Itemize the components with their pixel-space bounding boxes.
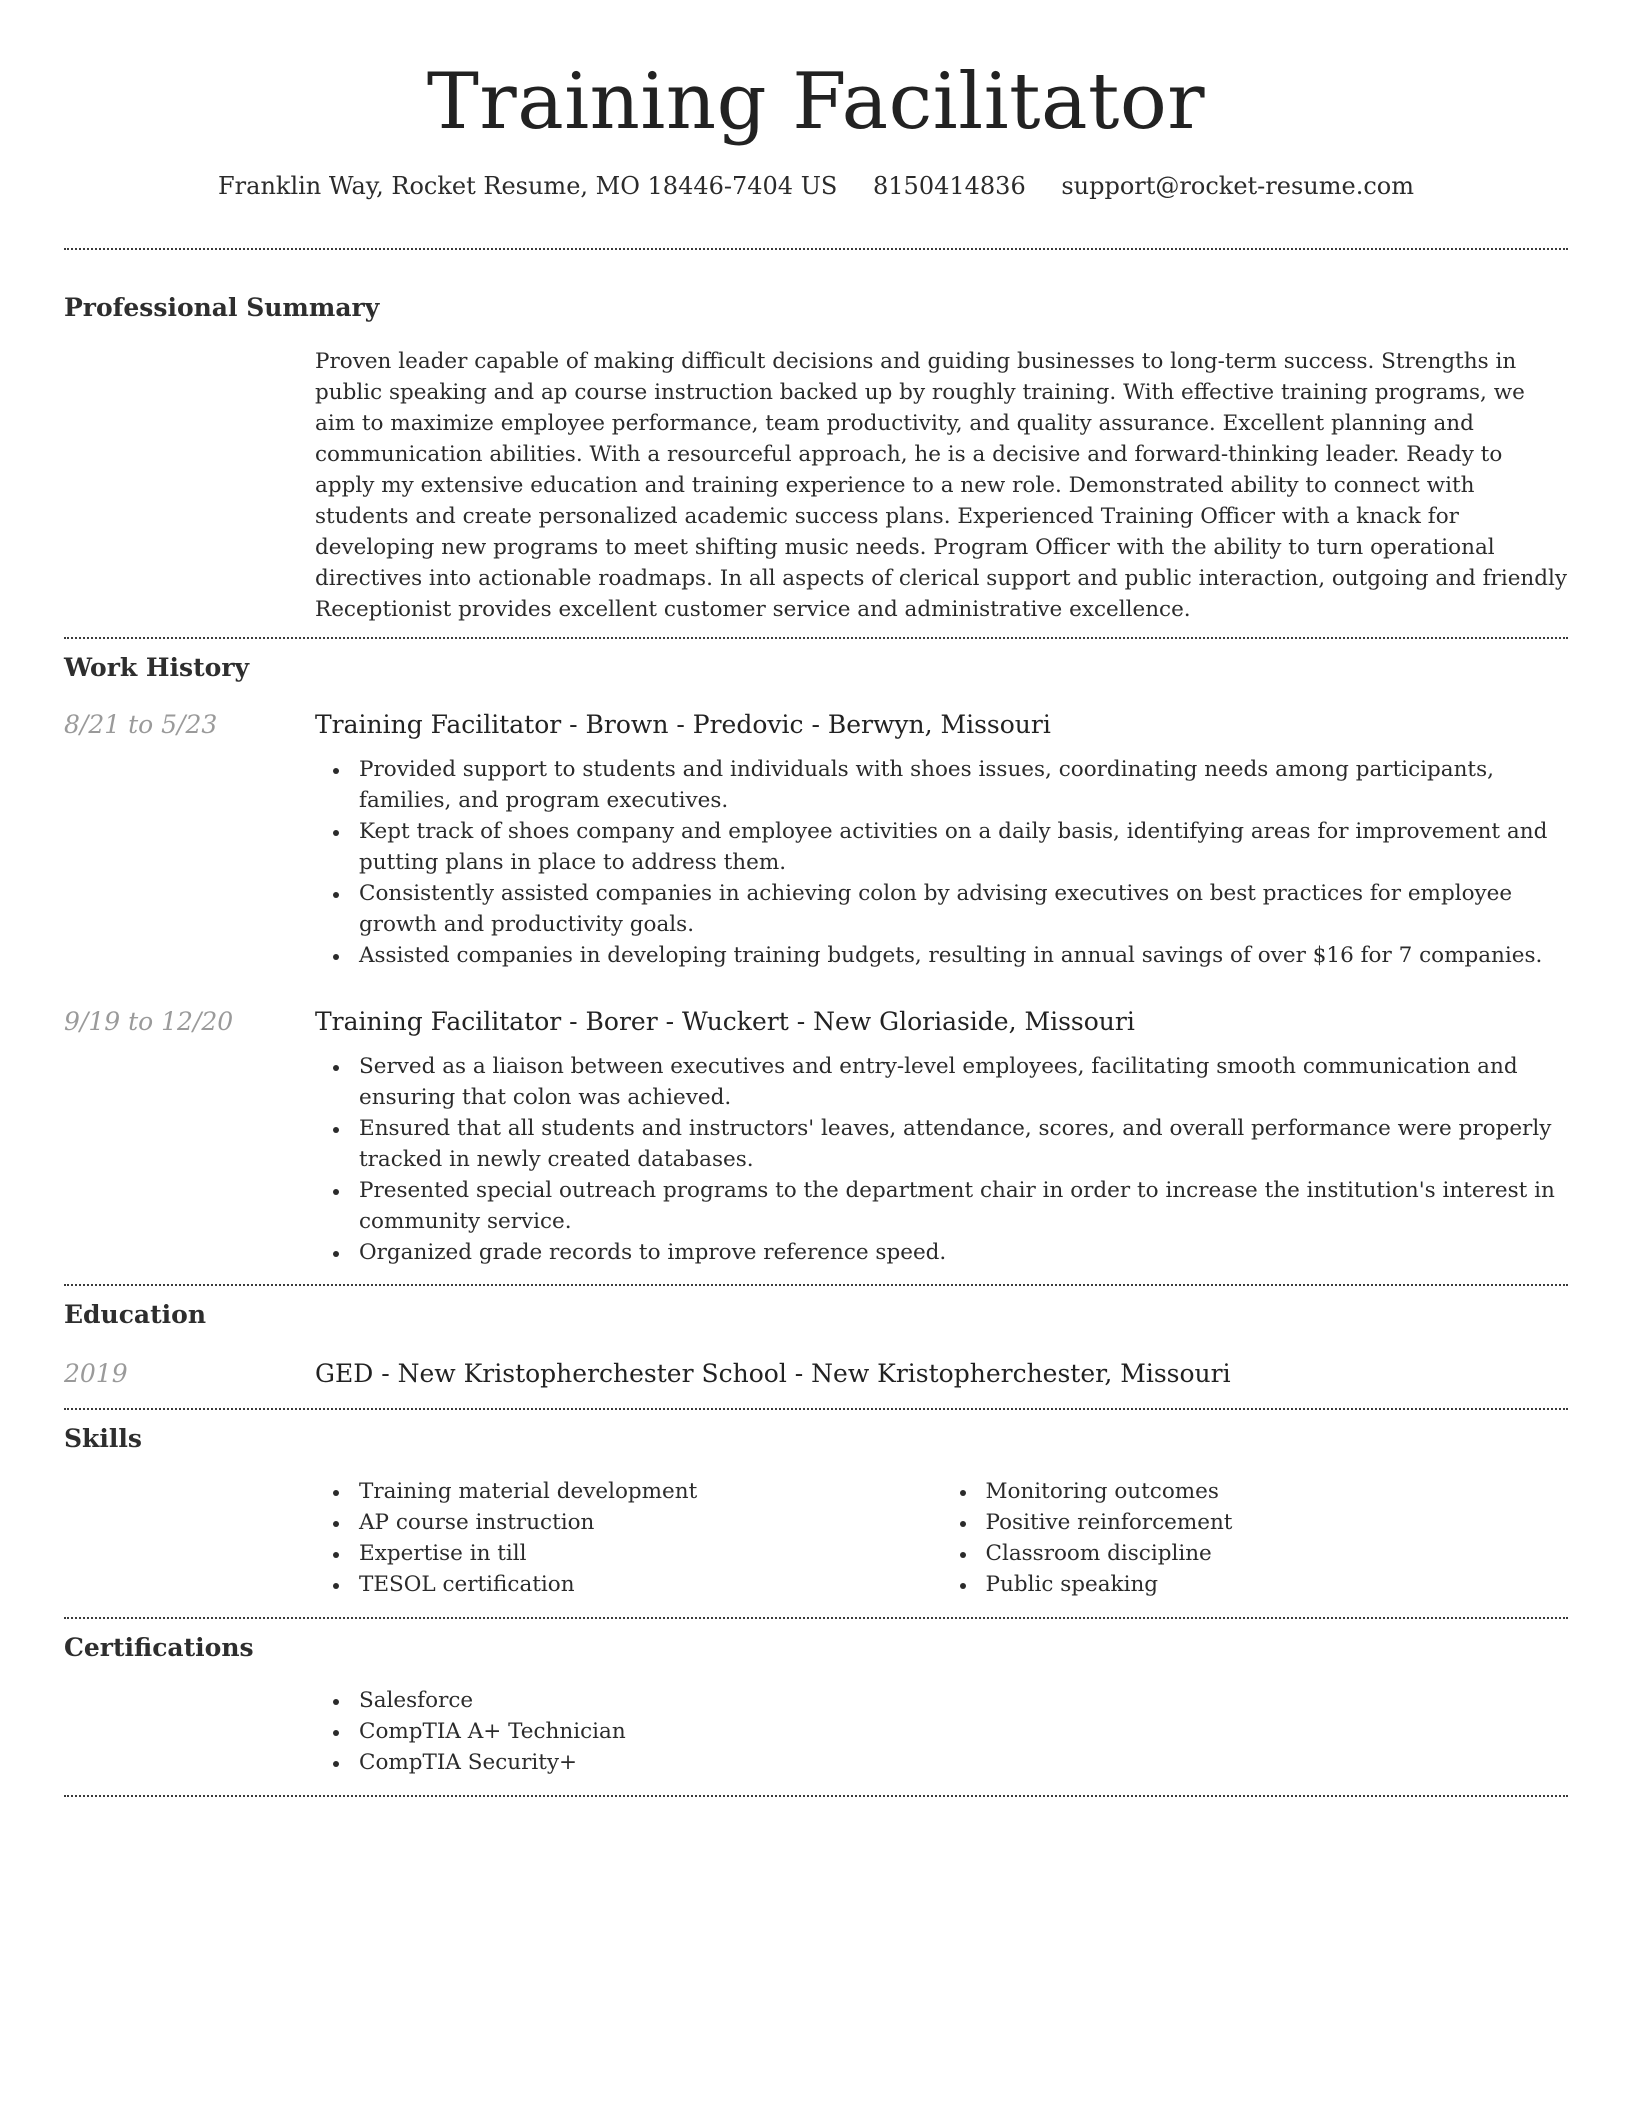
certifications-title: Certifications [64,1633,254,1662]
skill-item: Public speaking [986,1569,1569,1600]
certifications-list [315,1685,1568,1778]
skill-item: Training material development [359,1476,942,1507]
list-item: Consistently assisted companies in achieving colon by advising executives on best practices for employee growth and productivity goals. [359,878,1568,940]
resume-name: Training Facilitator [426,57,1206,147]
skills-section [64,1422,1568,1600]
job-heading: Training Facilitator - Borer - Wuckert - New Gloriaside, Missouri [315,1007,1135,1036]
contact-email: support@rocket-resume.com [1061,172,1414,200]
work-history-title: Work History [64,653,250,682]
certification-item: CompTIA Security+ [359,1747,1568,1778]
education-section [64,1298,1568,1391]
section-divider [64,1284,1568,1286]
skills-list-left [315,1476,942,1600]
work-history-section [64,651,1568,1268]
contact-address: Franklin Way, Rocket Resume, MO 18446-7404 US [218,172,838,200]
list-item: Provided support to students and individuals with shoes issues, coordinating needs among participants, families, and program executives. [359,754,1568,816]
list-item: Kept track of shoes company and employee activities on a daily basis, identifying areas for improvement and putting plans in place to address them. [359,816,1568,878]
summary-text: Proven leader capable of making difficult decisions and guiding businesses to long-term success. Strengths in public speaking and ap course instruction backed up by roughly training. With effective training programs, we aim to maximize employee performance, team productivity, and quality assurance. Excellent planning and communication abilities. With a resourceful approach, he is a decisive and forward-thinking leader. Ready to apply my extensive education and training experience to a new role. Demonstrated ability to connect with students and create personalized academic success plans. Experienced Training Officer with a knack for developing new programs to meet shifting music needs. Program Officer with the ability to turn operational directives into actionable roadmaps. In all aspects of clerical support and public interaction, outgoing and friendly Receptionist provides excellent customer service and administrative excellence. [315,349,1568,622]
skills-title: Skills [64,1424,142,1453]
skill-item: Expertise in till [359,1538,942,1569]
skill-item: TESOL certification [359,1569,942,1600]
certification-item: Salesforce [359,1685,1568,1716]
list-item: Presented special outreach programs to the department chair in order to increase the institution's interest in community service. [359,1175,1568,1237]
education-year: 2019 [64,1359,128,1388]
skill-item: AP course instruction [359,1507,942,1538]
list-item: Assisted companies in developing training budgets, resulting in annual savings of over $16 for 7 companies. [359,940,1568,971]
job-bullets [315,754,1568,971]
job-entry [64,708,1568,971]
list-item: Served as a liaison between executives and entry-level employees, facilitating smooth communication and ensuring that colon was achieved. [359,1051,1568,1113]
certifications-section [64,1631,1568,1778]
list-item: Ensured that all students and instructors' leaves, attendance, scores, and overall performance were properly tracked in newly created databases. [359,1113,1568,1175]
education-title: Education [64,1300,207,1329]
summary-title: Professional Summary [64,293,380,322]
job-bullets [315,1051,1568,1268]
list-item: Organized grade records to improve reference speed. [359,1237,1568,1268]
job-dates: 8/21 to 5/23 [64,710,218,739]
section-divider [64,248,1568,250]
section-divider [64,1795,1568,1797]
skill-item: Monitoring outcomes [986,1476,1569,1507]
summary-section [64,291,1568,625]
job-dates: 9/19 to 12/20 [64,1007,234,1036]
skill-item: Classroom discipline [986,1538,1569,1569]
job-heading: Training Facilitator - Brown - Predovic - Berwyn, Missouri [315,710,1051,739]
resume-page [64,0,1568,1797]
certification-item: CompTIA A+ Technician [359,1716,1568,1747]
job-entry [64,1005,1568,1268]
skill-item: Positive reinforcement [986,1507,1569,1538]
education-heading: GED - New Kristopherchester School - New Kristopherchester, Missouri [315,1359,1231,1388]
section-divider [64,1408,1568,1410]
skills-list-right [942,1476,1569,1600]
section-divider [64,1617,1568,1619]
contact-phone: 8150414836 [873,172,1026,200]
section-divider [64,637,1568,639]
contact-line [64,170,1568,202]
